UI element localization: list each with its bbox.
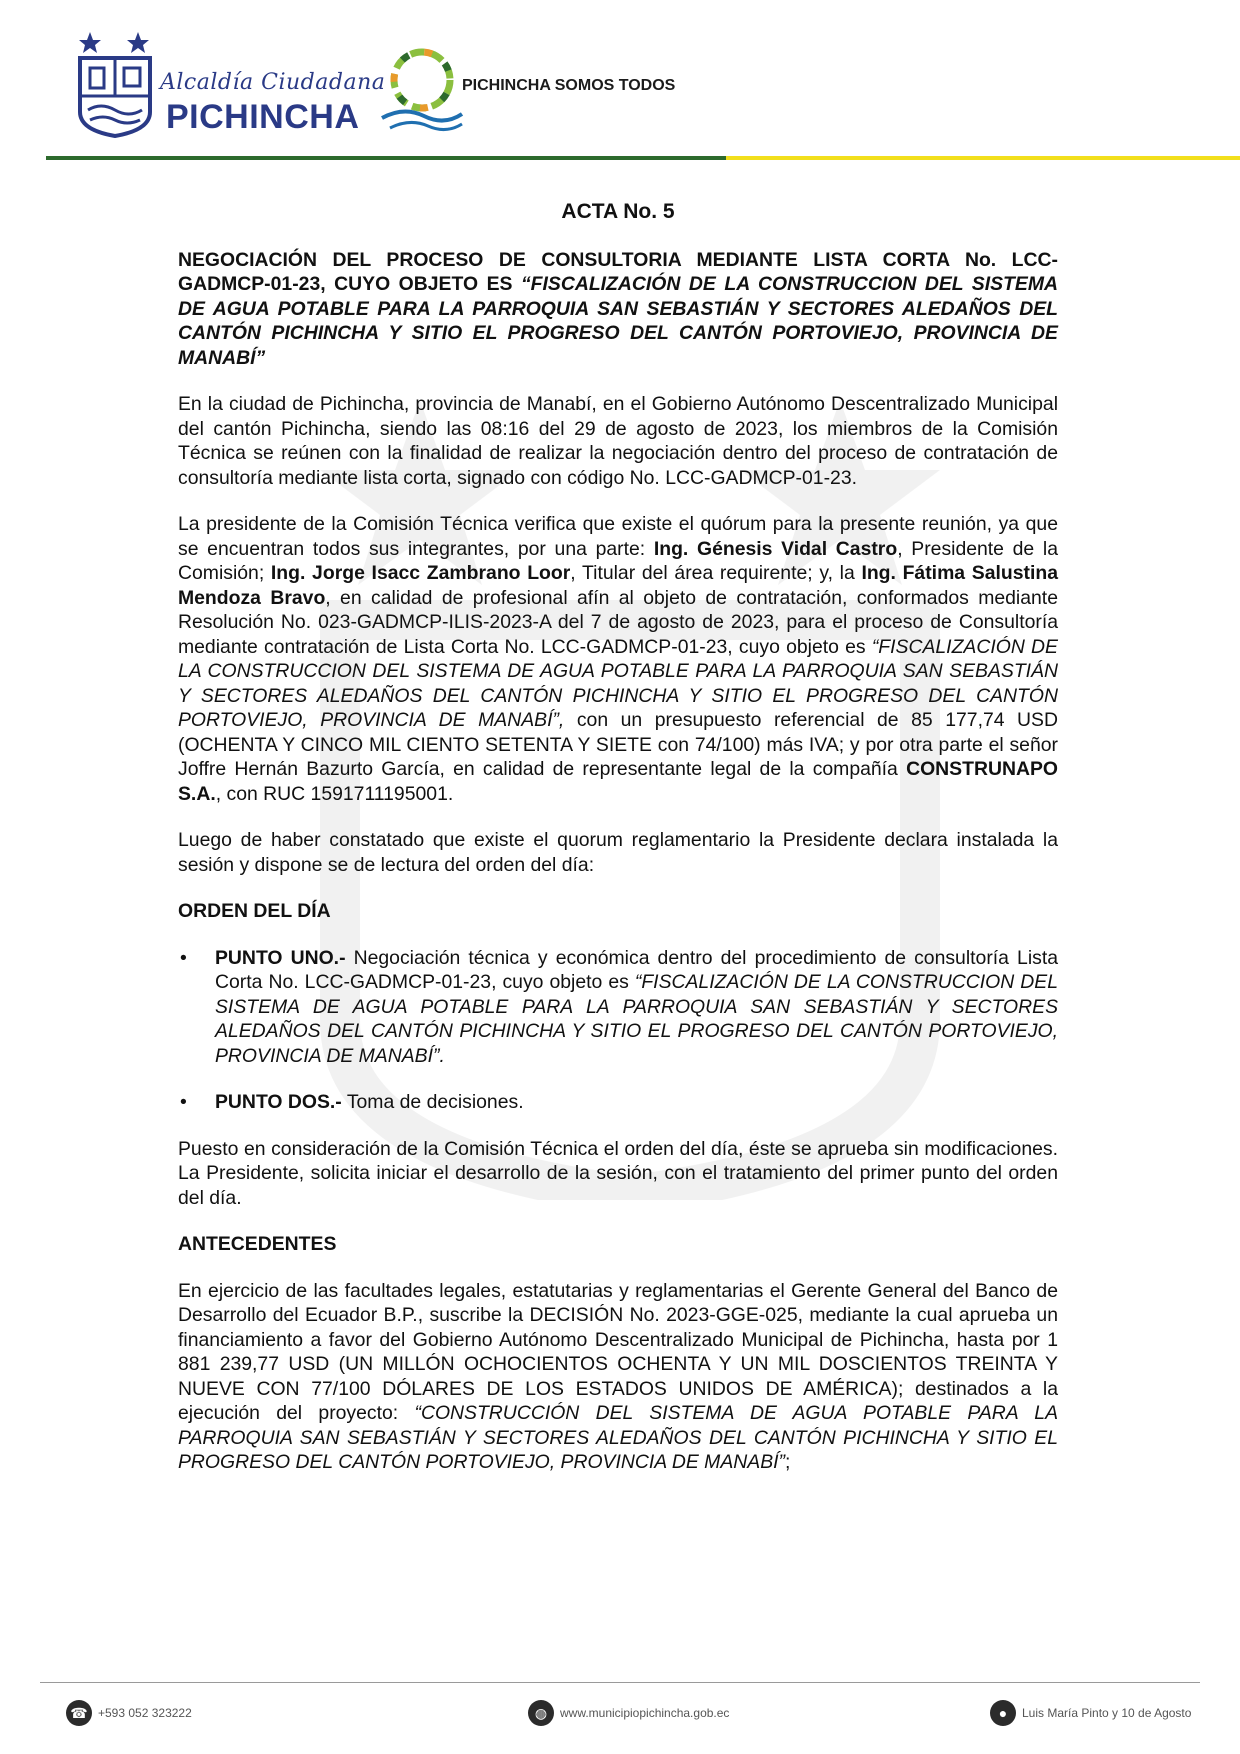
agenda-item-text: Negociación técnica y económica dentro del procedimiento de consultoría Lista Corta No. LCC-GADMCP-01-23, cuyo objeto es — [215, 946, 1058, 993]
quorum-text-4: , en calidad de profesional afín al objeto de contratación, conformados mediante Resolución No. 023-GADMCP-ILIS-2023-A del 7 de agosto de 2023, para el proceso de Consultoría mediante contratación de Lista Corta No. LCC-GADMCP-01-23, cuyo objeto es — [178, 586, 1058, 658]
header-rule-yellow — [726, 156, 1240, 160]
footer-website[interactable] — [528, 1700, 729, 1726]
document-title: ACTA No. 5 — [561, 200, 675, 223]
quorum-text-6: , con RUC 1591711195001. — [215, 782, 454, 805]
brand-name: PICHINCHA — [166, 98, 360, 136]
letterhead — [0, 0, 1240, 170]
municipal-shield-logo — [76, 30, 154, 138]
slogan: PICHINCHA SOMOS TODOS — [462, 77, 676, 94]
subject-object: “FISCALIZACIÓN DE LA CONSTRUCCION DEL SISTEMA DE AGUA POTABLE PARA LA PARROQUIA SAN SEBASTIÁN Y SECTORES ALEDAÑOS DEL CANTÓN PICHINCHA Y SITIO EL PROGRESO DEL CANTÓN PORTOVIEJO, PROVINCIA DE MANABÍ” — [178, 273, 1058, 369]
background-project: “CONSTRUCCIÓN DEL SISTEMA DE AGUA POTABLE PARA LA PARROQUIA SAN SEBASTIÁN Y SECTORES ALEDAÑOS DEL CANTÓN PICHINCHA Y SITIO EL PROGRESO DEL CANTÓN PORTOVIEJO, PROVINCIA DE MANABÍ” — [178, 1402, 1059, 1473]
footer-rule — [40, 1682, 1200, 1683]
agenda-list — [178, 946, 1058, 1115]
paragraph-opening: En la ciudad de Pichincha, provincia de Manabí, en el Gobierno Autónomo Descentralizado Municipal del cantón Pichincha, siendo las 08:16 del 29 de agosto de 2023, los miembros de la Comisión Técnica se reúnen con la finalidad de realizar la negociación dentro del proceso de contratación de consultoría mediante lista corta, signado con código No. LCC-GADMCP-01-23. — [178, 393, 1058, 489]
document-body — [178, 200, 1058, 1497]
paragraph-session: Luego de haber constatado que existe el quorum reglamentario la Presidente declara instalada la sesión y dispone se de lectura del orden del día: — [178, 829, 1058, 876]
document-subject — [178, 248, 1058, 371]
footer-website-text[interactable]: www.municipiopichincha.gob.ec — [560, 1706, 730, 1720]
list-item — [178, 946, 1058, 1069]
footer-phone-text: +593 052 323222 — [98, 1706, 192, 1720]
subject-text: NEGOCIACIÓN DEL PROCESO DE CONSULTORIA MEDIANTE LISTA CORTA No. LCC-GADMCP-01-23, CUYO OBJETO ES — [178, 248, 1058, 295]
phone-icon: ☎ — [66, 1700, 92, 1726]
quorum-text-5: con un presupuesto referencial de 85 177,74 USD (OCHENTA Y CINCO MIL CIENTO SETENTA Y SIETE con 74/100) más IVA; y por otra parte el señor Joffre Hernán Bazurto García, en calidad de representante legal de la compañía — [178, 709, 1058, 780]
member-area-head: Ing. Jorge Isacc Zambrano Loor — [270, 562, 571, 584]
agenda-item-label: PUNTO UNO.- — [215, 946, 346, 969]
quorum-object: “FISCALIZACIÓN DE LA CONSTRUCCION DEL SISTEMA DE AGUA POTABLE PARA LA PARROQUIA SAN SEBASTIÁN Y SECTORES ALEDAÑOS DEL CANTÓN PICHINCHA Y SITIO EL PROGRESO DEL CANTÓN PORTOVIEJO, PROVINCIA DE MANABÍ”, — [178, 635, 1058, 731]
background-text-2: ; — [784, 1451, 791, 1473]
footer-phone — [66, 1700, 192, 1726]
member-professional: Ing. Fátima Salustina Mendoza Bravo — [178, 562, 1058, 609]
brand-script-text: Alcaldía Ciudadana — [160, 70, 386, 95]
agenda-item-label: PUNTO DOS.- — [215, 1091, 342, 1113]
header-rule-green — [46, 156, 726, 160]
member-president: Ing. Génesis Vidal Castro — [653, 537, 898, 560]
background-text-1: En ejercicio de las facultades legales, estatutarias y reglamentarias el Gerente General del Banco de Desarrollo del Ecuador B.P., suscribe la DECISIÓN No. 2023-GGE-025, mediante la cual aprueba un financiamiento a favor del Gobierno Autónomo Descentralizado Municipal de Pichincha, hasta por 1 881 239,77 USD (UN MILLÓN OCHOCIENTOS OCHENTA Y UN MIL DOSCIENTOS TREINTA Y NUEVE CON 77/100 DÓLARES DE LOS ESTADOS UNIDOS DE AMÉRICA); destinados a la ejecución del proyecto: — [178, 1279, 1058, 1424]
location-pin-icon: ● — [990, 1700, 1016, 1726]
paragraph-background — [178, 1279, 1058, 1475]
section-heading-background: ANTECEDENTES — [178, 1233, 337, 1255]
agenda-item-object: “FISCALIZACIÓN DE LA CONSTRUCCION DEL SISTEMA DE AGUA POTABLE PARA LA PARROQUIA SAN SEBASTIÁN Y SECTORES ALEDAÑOS DEL CANTÓN PICHINCHA Y SITIO EL PROGRESO DEL CANTÓN PORTOVIEJO, PROVINCIA DE MANABÍ”. — [215, 971, 1059, 1067]
footer-address-text: Luis María Pinto y 10 de Agosto — [1022, 1706, 1192, 1720]
section-heading-agenda: ORDEN DEL DÍA — [178, 900, 331, 922]
footer-address — [990, 1700, 1191, 1726]
quorum-text-1: La presidente de la Comisión Técnica verifica que existe el quórum para la presente reunión, ya que se encuentran todos sus integrantes, por una parte: — [178, 513, 1058, 560]
somos-todos-logo — [380, 40, 464, 134]
paragraph-approval: Puesto en consideración de la Comisión Técnica el orden del día, éste se aprueba sin modificaciones. La Presidente, solicita iniciar el desarrollo de la sesión, con el tratamiento del primer punto del orden del día. — [178, 1137, 1058, 1209]
company-name: CONSTRUNAPO S.A. — [178, 758, 1058, 805]
paragraph-quorum — [178, 512, 1058, 806]
agenda-item-text: Toma de decisiones. — [341, 1091, 524, 1113]
quorum-text-3: , Titular del área requirente; y, la — [570, 562, 862, 584]
quorum-text-2: , Presidente de la Comisión; — [178, 537, 1058, 584]
list-item — [178, 1090, 1058, 1115]
globe-icon: ◍ — [528, 1700, 554, 1726]
